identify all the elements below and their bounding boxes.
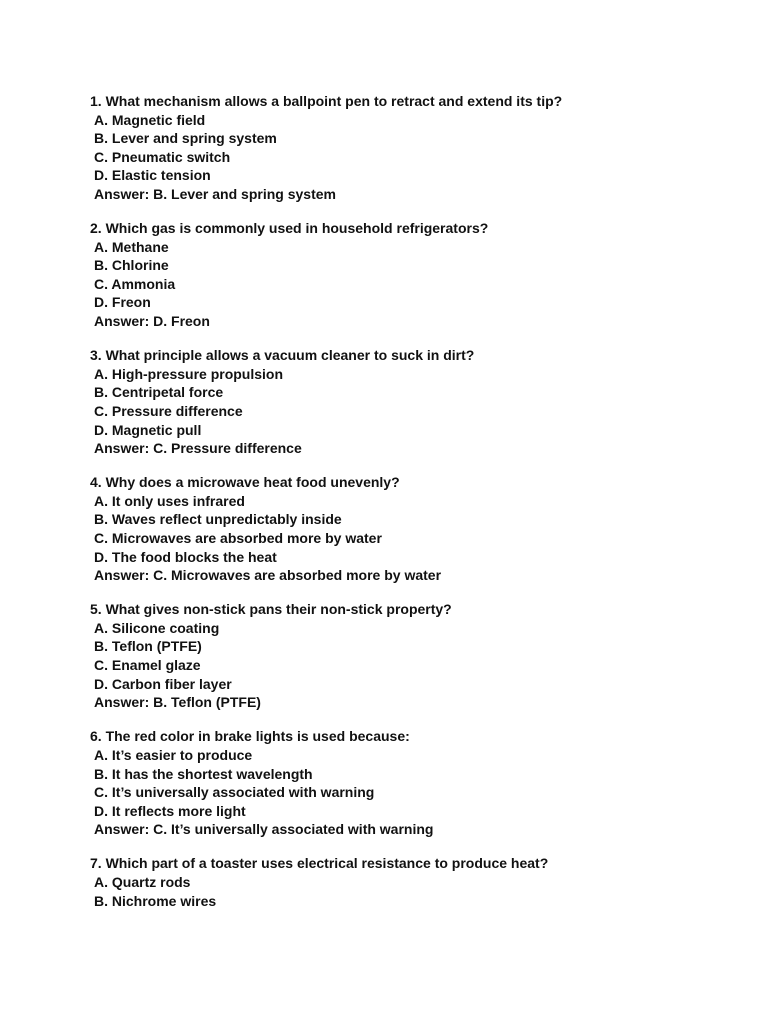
option-c: C. Ammonia bbox=[94, 275, 176, 292]
question-text: 7. Which part of a toaster uses electrical resistance to produce heat? bbox=[90, 855, 549, 872]
option-d: D. Freon bbox=[94, 294, 151, 311]
question-block-4 bbox=[90, 473, 730, 585]
document-page bbox=[90, 92, 730, 926]
option-a: A. Quartz rods bbox=[94, 873, 191, 890]
option-b: B. Nichrome wires bbox=[94, 892, 217, 909]
option-b: B. Lever and spring system bbox=[94, 130, 277, 147]
option-d: D. The food blocks the heat bbox=[94, 548, 277, 565]
question-block-5 bbox=[90, 600, 730, 712]
option-c: C. Pressure difference bbox=[94, 402, 243, 419]
option-c: C. Microwaves are absorbed more by water bbox=[94, 529, 382, 546]
answer-text: Answer: C. Microwaves are absorbed more by water bbox=[94, 567, 442, 584]
option-d: D. Carbon fiber layer bbox=[94, 675, 232, 692]
option-c: C. It’s universally associated with warning bbox=[94, 784, 375, 801]
option-b: B. Teflon (PTFE) bbox=[94, 638, 202, 655]
option-d: D. Magnetic pull bbox=[94, 421, 202, 438]
answer-text: Answer: C. Pressure difference bbox=[94, 440, 302, 457]
option-c: C. Pneumatic switch bbox=[94, 148, 231, 165]
question-block-2 bbox=[90, 219, 730, 331]
answer-text: Answer: B. Lever and spring system bbox=[94, 185, 336, 202]
option-b: B. Waves reflect unpredictably inside bbox=[94, 511, 342, 528]
option-a: A. Silicone coating bbox=[94, 619, 220, 636]
option-b: B. Chlorine bbox=[94, 257, 169, 274]
question-text: 5. What gives non-stick pans their non-stick property? bbox=[90, 601, 452, 618]
option-a: A. It’s easier to produce bbox=[94, 746, 253, 763]
question-block-6 bbox=[90, 727, 730, 839]
option-a: A. Methane bbox=[94, 238, 169, 255]
option-d: D. It reflects more light bbox=[94, 802, 246, 819]
question-text: 6. The red color in brake lights is used because: bbox=[90, 728, 410, 745]
question-block-7 bbox=[90, 854, 730, 910]
question-text: 3. What principle allows a vacuum cleaner to suck in dirt? bbox=[90, 347, 475, 364]
option-d: D. Elastic tension bbox=[94, 167, 211, 184]
answer-text: Answer: C. It’s universally associated with warning bbox=[94, 821, 434, 838]
option-a: A. High-pressure propulsion bbox=[94, 365, 284, 382]
question-block-1 bbox=[90, 92, 730, 204]
option-b: B. Centripetal force bbox=[94, 384, 224, 401]
option-a: A. It only uses infrared bbox=[94, 492, 245, 509]
option-c: C. Enamel glaze bbox=[94, 657, 201, 674]
question-text: 4. Why does a microwave heat food unevenly? bbox=[90, 474, 400, 491]
answer-text: Answer: D. Freon bbox=[94, 313, 210, 330]
question-text: 2. Which gas is commonly used in household refrigerators? bbox=[90, 220, 489, 237]
answer-text: Answer: B. Teflon (PTFE) bbox=[94, 694, 261, 711]
question-block-3 bbox=[90, 346, 730, 458]
option-b: B. It has the shortest wavelength bbox=[94, 765, 313, 782]
question-text: 1. What mechanism allows a ballpoint pen to retract and extend its tip? bbox=[90, 93, 563, 109]
option-a: A. Magnetic field bbox=[94, 111, 206, 128]
